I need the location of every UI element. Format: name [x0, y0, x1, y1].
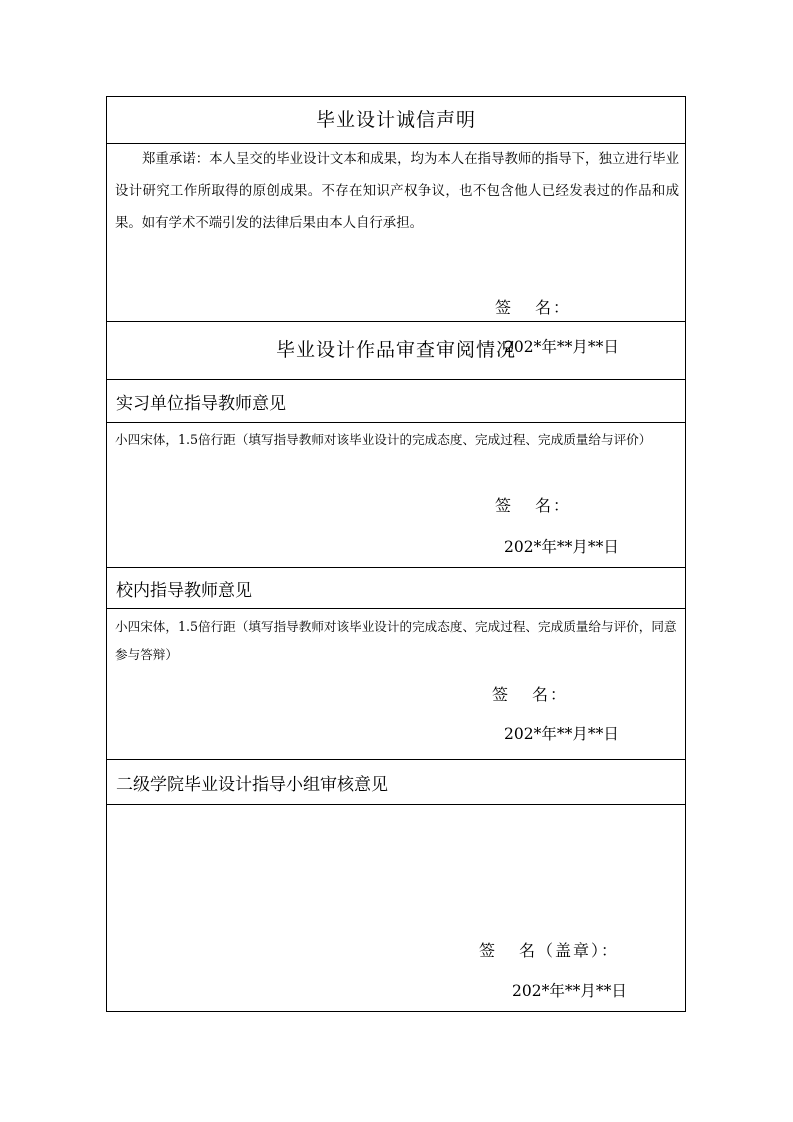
section-note: 小四宋体，1.5倍行距（填写指导教师对该毕业设计的完成态度、完成过程、完成质量给与评价） [115, 432, 652, 447]
review-title: 毕业设计作品审查审阅情况 [107, 321, 685, 379]
signature-char: 签 [495, 496, 514, 515]
section-body-college-committee [107, 804, 685, 1013]
signature-char: 签 [479, 941, 498, 960]
integrity-signature-label [495, 295, 571, 318]
signature-char: 签 [492, 685, 511, 704]
section-body-school-advisor [107, 608, 685, 759]
section-heading-school-advisor: 校内指导教师意见 [107, 567, 685, 608]
signature-suffix: 名： [532, 685, 569, 704]
signature-suffix: 名： [535, 298, 572, 317]
integrity-statement: 郑重承诺：本人呈交的毕业设计文本和成果，均为本人在指导教师的指导下，独立进行毕业设计研究工作所取得的原创成果。不存在知识产权争议，也不包含他人已经发表过的作品和成果。如有学术不端引发的法律后果由本人自行承担。 [115, 152, 679, 231]
thesis-review-form [106, 96, 686, 1012]
signature-suffix: 名： [535, 496, 572, 515]
section-signature-label [492, 682, 568, 705]
integrity-date: 202*年**月**日 [504, 338, 619, 356]
section-date: 202*年**月**日 [504, 538, 619, 556]
section-signature-label [495, 493, 571, 516]
section-note: 小四宋体，1.5倍行距（填写指导教师对该毕业设计的完成态度、完成过程、完成质量给与评价，同意参与答辩） [115, 619, 677, 662]
section-body-internship-advisor [107, 422, 685, 567]
section-date: 202*年**月**日 [512, 982, 627, 1000]
integrity-title: 毕业设计诚信声明 [315, 109, 476, 131]
section-signature-label [479, 938, 619, 961]
section-heading-internship-advisor: 实习单位指导教师意见 [107, 379, 685, 422]
signature-char: 签 [495, 298, 514, 317]
section-heading-college-committee: 二级学院毕业设计指导小组审核意见 [107, 759, 685, 804]
section-date: 202*年**月**日 [504, 725, 619, 743]
signature-suffix: 名（盖章）： [519, 941, 620, 960]
